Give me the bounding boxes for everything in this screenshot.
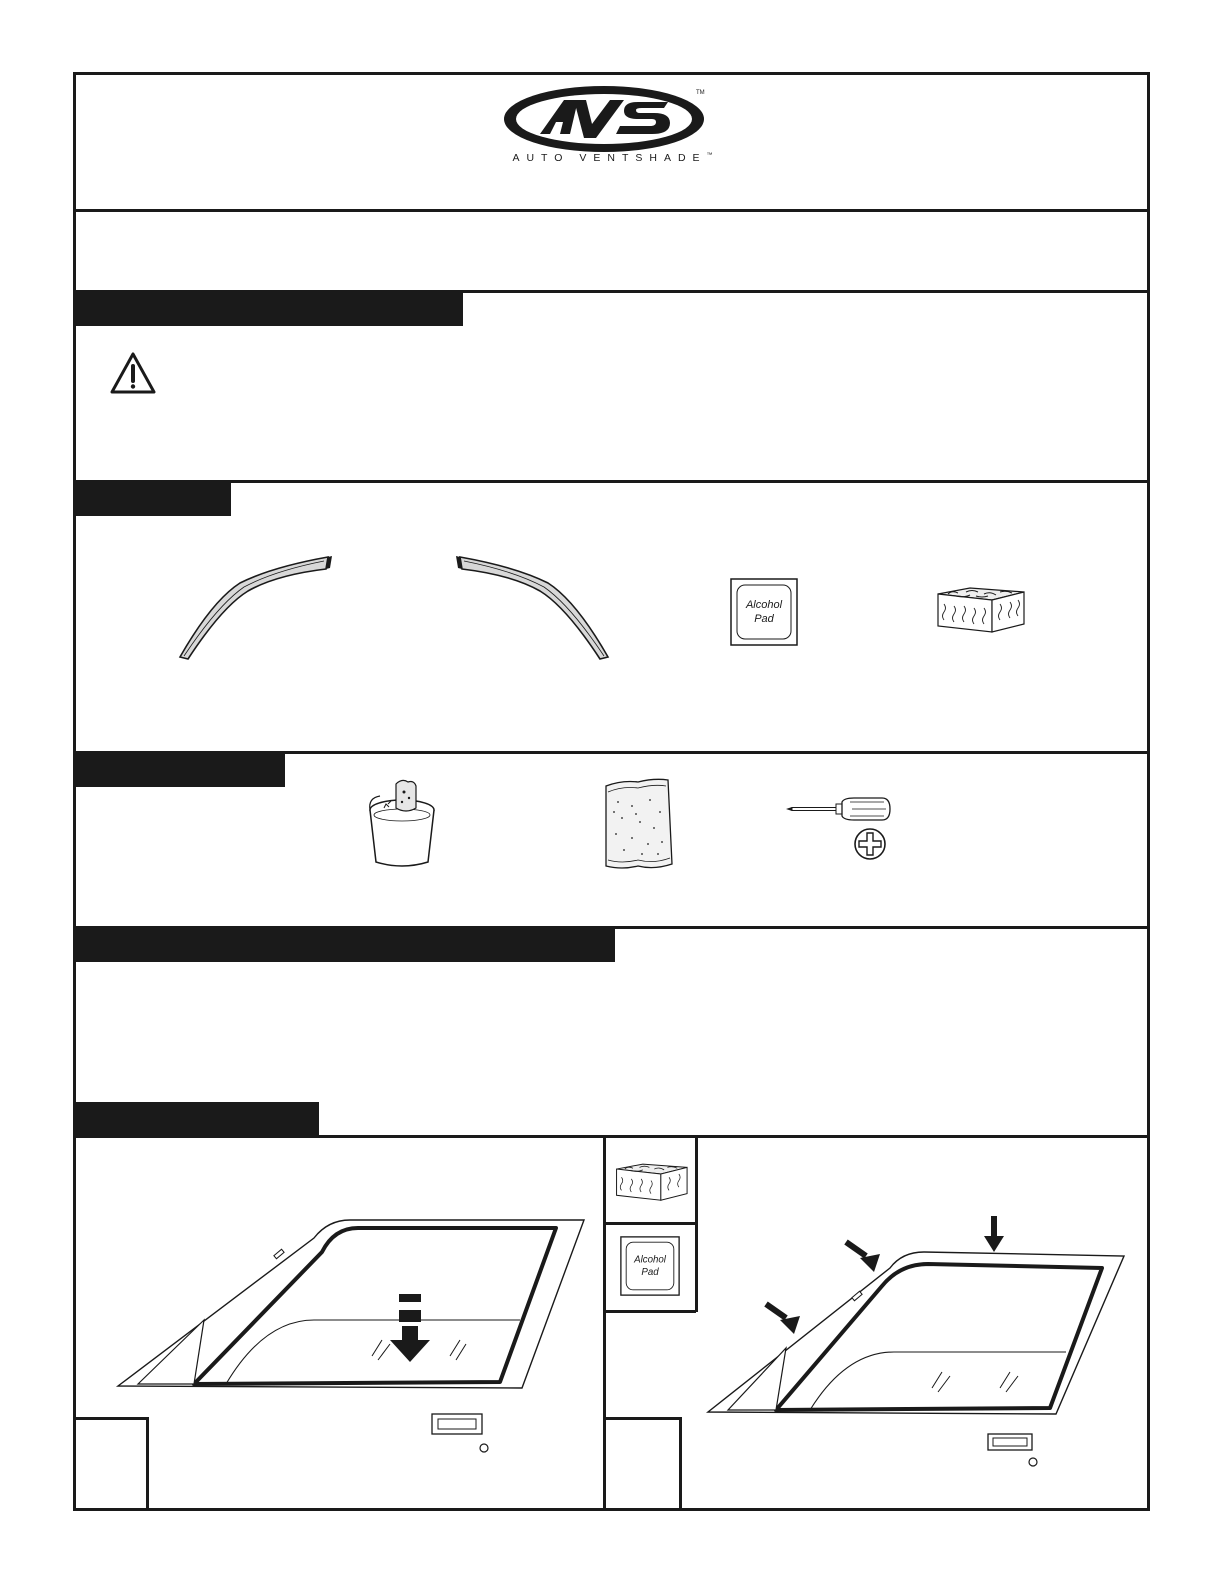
section-tab-tools [73, 754, 285, 787]
window-visor-left [452, 555, 612, 665]
section-tab-warning [73, 293, 463, 326]
window-visor-right [176, 555, 336, 665]
bucket-with-sponge-icon [362, 778, 442, 870]
brand-tagline: AUTO VENTSHADE™ [512, 152, 713, 164]
alcohol-pad-icon [620, 1236, 680, 1296]
section-tab-installation [73, 1102, 319, 1135]
divider-preparation [73, 1135, 1150, 1138]
towel-icon [602, 776, 674, 872]
alcohol-pad-label-line1: Alcohol [745, 599, 783, 611]
svg-text:TM: TM [696, 90, 705, 96]
step-number-box-2 [606, 1417, 682, 1511]
alcohol-pad-label-line2: Pad [754, 613, 774, 625]
warning-triangle-icon [110, 352, 156, 394]
step1-door-window-illustration [114, 1216, 594, 1486]
step2-door-window-illustration [706, 1212, 1136, 1487]
alcohol-pad-label-line2: Pad [641, 1266, 659, 1278]
sponge-icon [930, 586, 1030, 636]
sponge-icon [610, 1160, 692, 1206]
section-tab-contents [73, 483, 231, 516]
alcohol-pad-icon [730, 578, 798, 646]
phillips-screwdriver-icon [784, 794, 894, 864]
section-tab-preparation [73, 929, 615, 962]
divider-step-icon-bottom [606, 1310, 696, 1313]
avs-logo [500, 82, 710, 154]
alcohol-pad-label-line1: Alcohol [634, 1254, 666, 1266]
divider-logo [73, 209, 1150, 212]
divider-warning [73, 480, 1150, 483]
divider-step-icon-cells [606, 1222, 696, 1225]
